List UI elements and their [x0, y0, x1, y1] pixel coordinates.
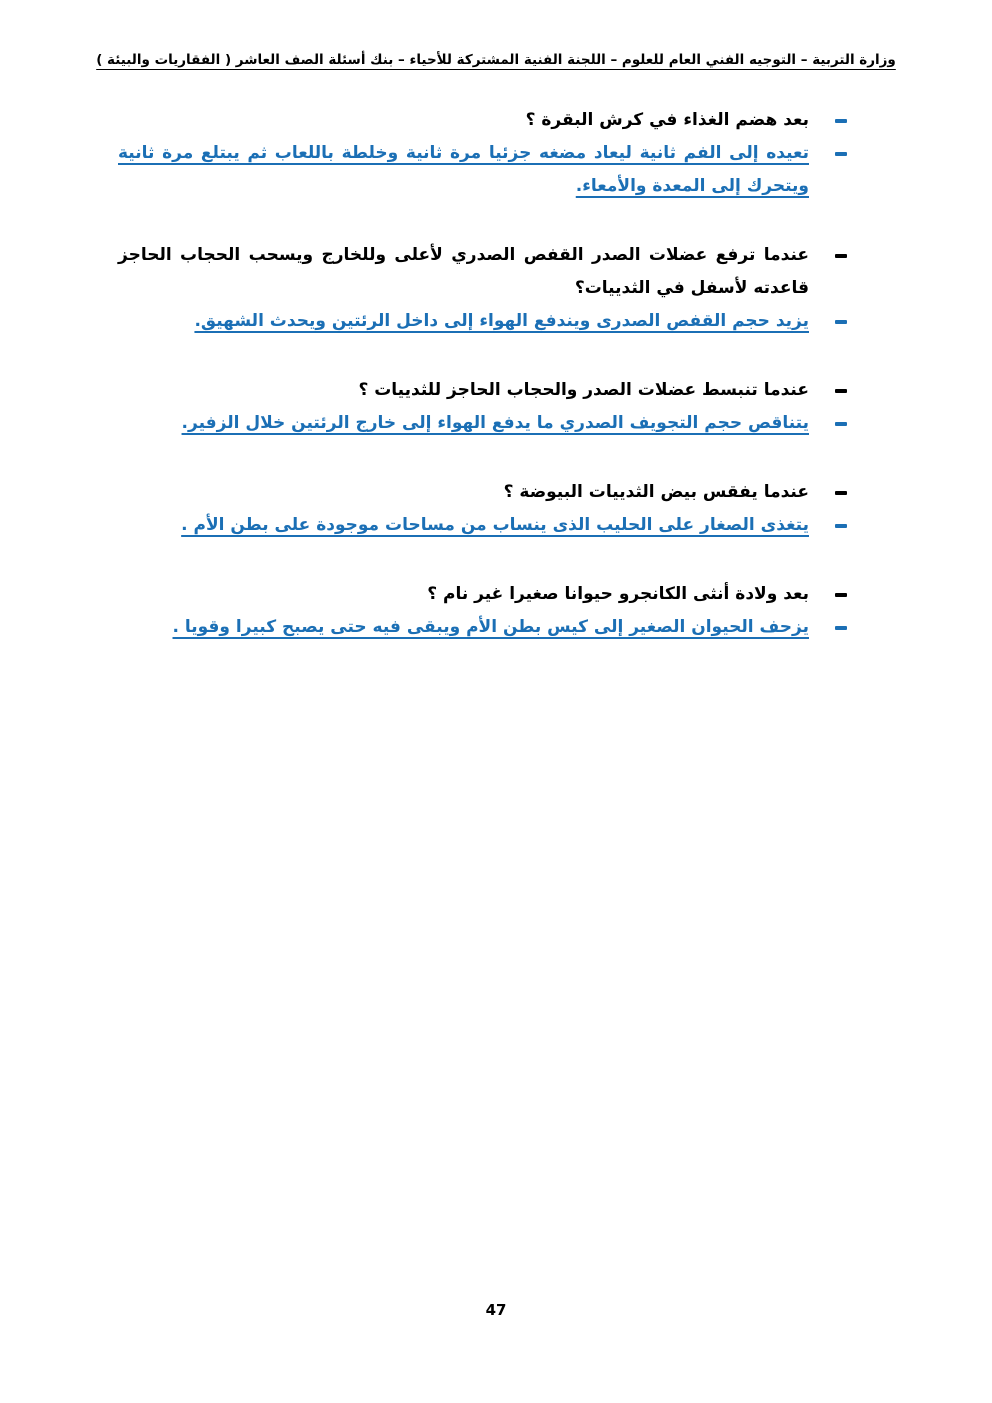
question-text: عندما تنبسط عضلات الصدر والحجاب الحاجز للثدييات ؟ [358, 380, 809, 400]
question-row [118, 374, 847, 407]
qa-block [118, 374, 847, 440]
page-header [58, 52, 934, 68]
dash-bullet-icon [835, 254, 847, 258]
question-text: بعد هضم الغذاء في كرش البقرة ؟ [525, 110, 809, 130]
answer-row [118, 407, 847, 440]
answer-row [118, 137, 847, 203]
dash-bullet-icon [835, 524, 847, 528]
dash-bullet-icon [835, 422, 847, 426]
question-row [118, 476, 847, 509]
question-row [118, 239, 847, 305]
dash-bullet-icon [835, 320, 847, 324]
qa-list [118, 104, 847, 644]
answer-text: تعيده إلى الفم ثانية ليعاد مضغه جزئيا مرة ثانية وخلطة باللعاب ثم يبتلع مرة ثانية ويتحرك إلى المعدة والأمعاء. [118, 143, 809, 196]
dash-bullet-icon [835, 593, 847, 597]
question-text: بعد ولادة أنثى الكانجرو حيوانا صغيرا غير نام ؟ [427, 584, 809, 604]
dash-bullet-icon [835, 119, 847, 123]
dash-bullet-icon [835, 152, 847, 156]
qa-block [118, 104, 847, 203]
qa-block [118, 476, 847, 542]
qa-block [118, 239, 847, 338]
question-text: عندما يفقس بيض الثدييات البيوضة ؟ [503, 482, 809, 502]
answer-row [118, 305, 847, 338]
dash-bullet-icon [835, 389, 847, 393]
answer-text: يزحف الحيوان الصغير إلى كيس بطن الأم ويبقى فيه حتى يصبح كبيرا وقويا . [172, 617, 809, 637]
dash-bullet-icon [835, 626, 847, 630]
answer-text: يزيد حجم القفص الصدرى ويندفع الهواء إلى داخل الرئتين ويحدث الشهيق. [194, 311, 809, 331]
answer-text: يتناقص حجم التجويف الصدري ما يدفع الهواء إلى خارج الرئتين خلال الزفير. [181, 413, 809, 433]
answer-row [118, 611, 847, 644]
answer-text: يتغذى الصغار على الحليب الذى ينساب من مساحات موجودة على بطن الأم . [181, 515, 809, 535]
question-text: عندما ترفع عضلات الصدر القفص الصدري لأعلى وللخارج ويسحب الحجاب الحاجز قاعدته لأسفل في الثدييات؟ [118, 245, 809, 298]
question-row [118, 578, 847, 611]
question-row [118, 104, 847, 137]
qa-block [118, 578, 847, 644]
header-title: وزارة التربية – التوجيه الفني العام للعلوم – اللجنة الفنية المشتركة للأحياء – بنك أسئلة الصف العاشر ( الفقاريات والبيئة ) [96, 52, 896, 68]
page-number: 47 [485, 1301, 507, 1319]
dash-bullet-icon [835, 491, 847, 495]
answer-row [118, 509, 847, 542]
